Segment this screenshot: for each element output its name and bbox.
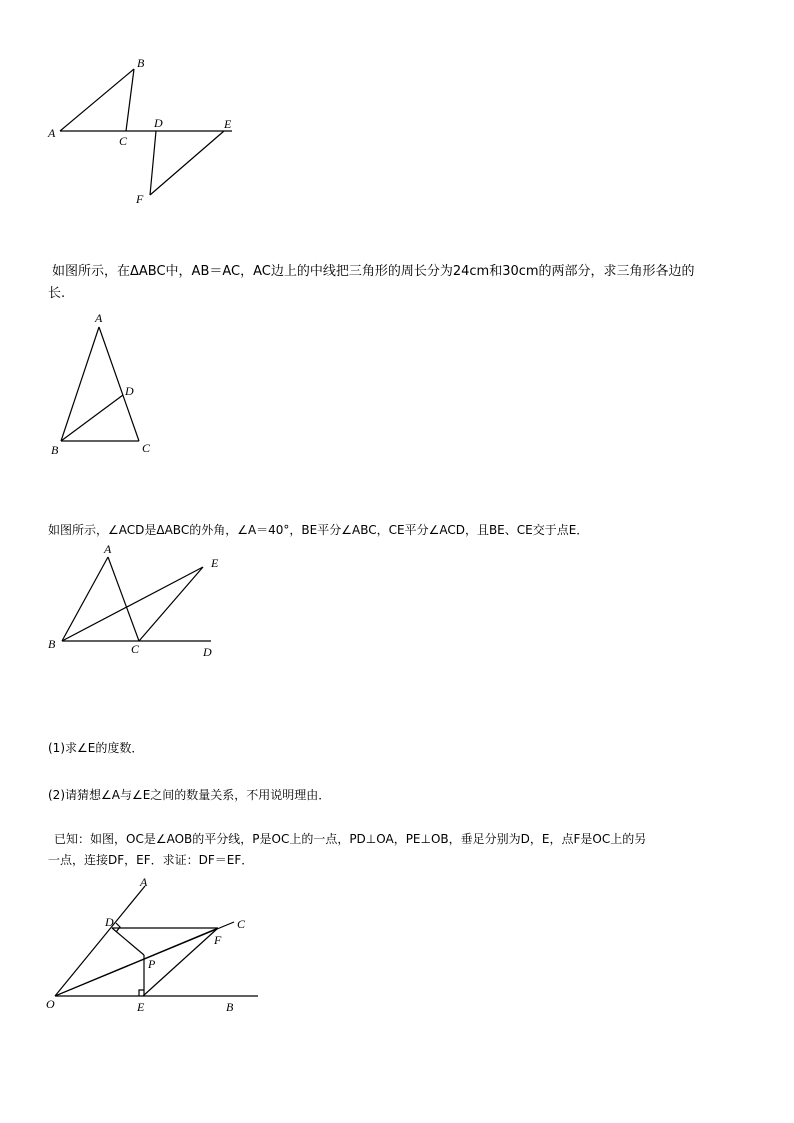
label-b: B [137,56,145,70]
problem-1-line1: 如图所示，在ΔABC中，AB＝AC，AC边上的中线把三角形的周长分为24cm和30cm的两部分，求三角形各边的 [52,264,695,279]
segment-ab [61,327,99,441]
label-p: P [148,957,156,971]
segment-pd [112,928,144,955]
segment-bd [61,395,123,441]
problem-3-text [48,829,748,871]
label-d: D [203,645,212,659]
ray-oa [55,886,145,996]
segment-ac [108,557,139,641]
label-c: C [237,917,246,931]
problem-3-line2: 一点，连接DF，EF．求证：DF＝EF． [48,853,254,867]
segment-ab [60,69,134,131]
segment-ce [139,567,203,641]
label-e: E [137,1000,145,1014]
label-b: B [51,443,59,457]
label-a: A [104,542,112,556]
figure-4-diagram [0,870,270,1020]
problem-1-text [48,261,752,305]
label-f: F [136,192,144,206]
figure-3-diagram [0,535,240,665]
label-a: A [95,311,103,325]
label-o: O [46,997,55,1011]
label-e: E [224,117,232,131]
question-1: (1)求∠E的度数． [48,741,144,755]
figure-1-diagram [0,0,300,220]
label-d: D [105,915,114,929]
label-d: D [154,116,163,130]
label-b: B [48,637,56,651]
problem-1-line2: 长. [48,286,66,301]
label-c: C [142,441,151,455]
label-b: B [226,1000,234,1014]
segment-bc [126,69,134,131]
problem-3-line1: 已知：如图，OC是∠AOB的平分线，P是OC上的一点，PD⊥OA，PE⊥OB，垂足分别为D，E，点F是OC上的另 [54,832,647,846]
label-a: A [48,126,56,140]
label-d: D [125,384,134,398]
label-e: E [211,556,219,570]
figure-2-diagram [0,300,220,470]
label-f: F [214,933,222,947]
problem-2-text: 如图所示，∠ACD是ΔABC的外角，∠A＝40°，BE平分∠ABC，CE平分∠ACD，且BE、CE交于点E． [48,523,589,537]
label-c: C [119,134,128,148]
segment-ef [150,131,224,195]
segment-be [62,567,203,641]
label-a: A [140,875,148,889]
segment-do-inner [55,928,218,996]
question-2: (2)请猜想∠A与∠E之间的数量关系，不用说明理由． [48,788,331,802]
label-c: C [131,642,140,656]
segment-df [150,131,156,195]
